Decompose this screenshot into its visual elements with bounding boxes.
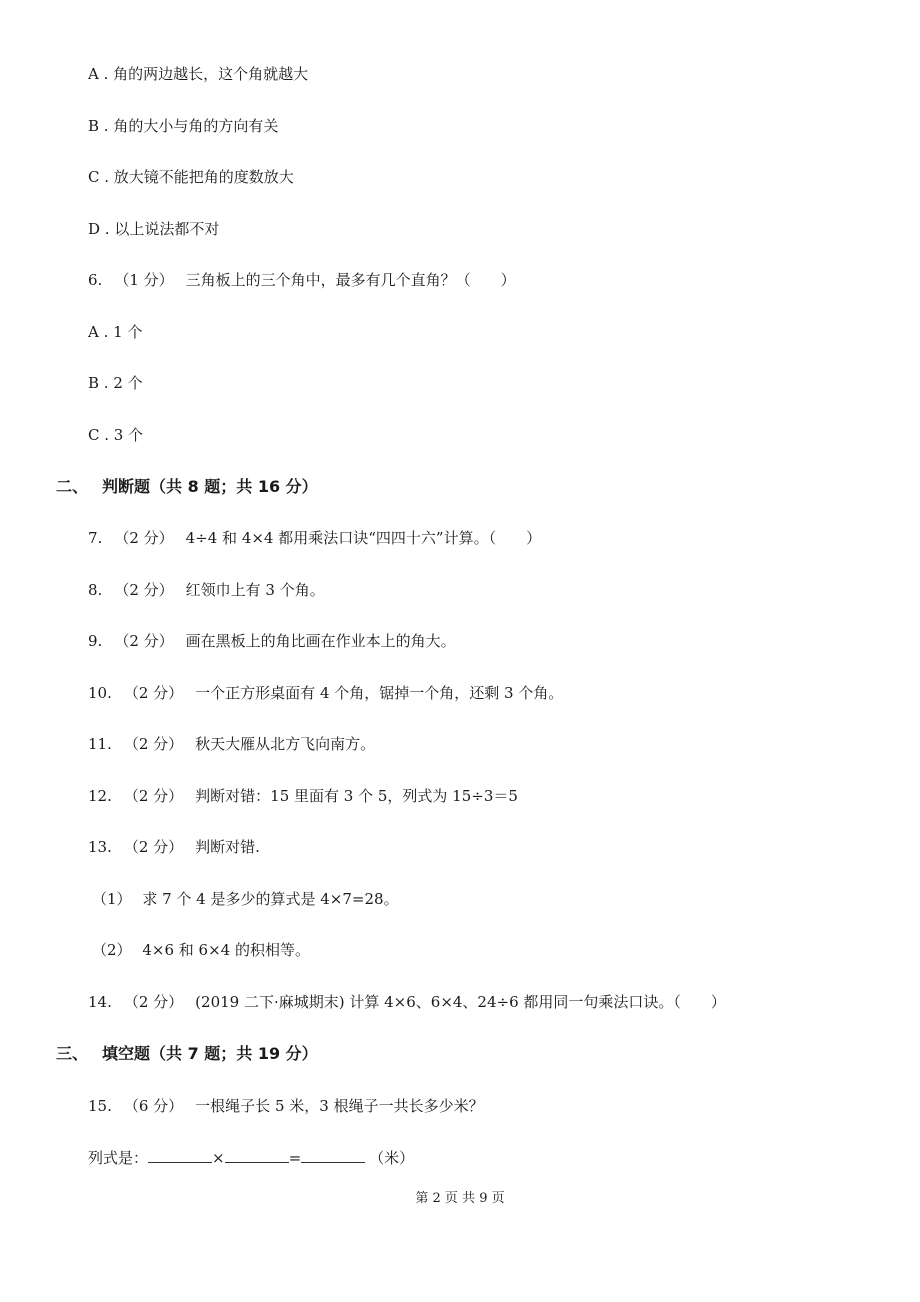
question-14: 14. （2 分） (2019 二下·麻城期末) 计算 4×6、6×4、24÷6 都用同一句乘法口诀。（ ） bbox=[88, 993, 726, 1011]
option-c: C . 放大镜不能把角的度数放大 bbox=[88, 168, 294, 186]
question-6: 6. （1 分） 三角板上的三个角中，最多有几个直角？（ ） bbox=[88, 271, 516, 289]
question-15-fill: 列式是： × = （米） bbox=[88, 1149, 415, 1167]
question-15: 15. （6 分） 一根绳子长 5 米，3 根绳子一共长多少米？ bbox=[88, 1097, 484, 1115]
option-b: B . 角的大小与角的方向有关 bbox=[88, 117, 279, 135]
option-a: A . 1 个 bbox=[88, 323, 143, 341]
option-d: D . 以上说法都不对 bbox=[88, 220, 220, 238]
option-b: B . 2 个 bbox=[88, 374, 143, 392]
section-heading-fill-blank: 三、 填空题（共 7 题；共 19 分） bbox=[56, 1044, 318, 1063]
question-11: 11. （2 分） 秋天大雁从北方飞向南方。 bbox=[88, 735, 376, 753]
option-a: A . 角的两边越长，这个角就越大 bbox=[88, 65, 309, 83]
question-9: 9. （2 分） 画在黑板上的角比画在作业本上的角大。 bbox=[88, 632, 456, 650]
question-13-sub-2: （2） 4×6 和 6×4 的积相等。 bbox=[92, 941, 310, 959]
question-7: 7. （2 分） 4÷4 和 4×4 都用乘法口诀“四四十六”计算。（ ） bbox=[88, 529, 542, 547]
section-heading-judgment: 二、 判断题（共 8 题；共 16 分） bbox=[56, 477, 318, 496]
page-footer: 第 2 页 共 9 页 bbox=[415, 1191, 505, 1206]
blank-2[interactable] bbox=[225, 1148, 289, 1163]
question-10: 10. （2 分） 一个正方形桌面有 4 个角，锯掉一个角，还剩 3 个角。 bbox=[88, 684, 564, 702]
option-c: C . 3 个 bbox=[88, 426, 144, 444]
blank-3[interactable] bbox=[301, 1148, 365, 1163]
question-13-sub-1: （1） 求 7 个 4 是多少的算式是 4×7=28。 bbox=[92, 890, 399, 908]
blank-1[interactable] bbox=[148, 1148, 212, 1163]
question-8: 8. （2 分） 红领巾上有 3 个角。 bbox=[88, 581, 325, 599]
question-12: 12. （2 分） 判断对错：15 里面有 3 个 5，列式为 15÷3＝5 bbox=[88, 787, 518, 805]
question-13: 13. （2 分） 判断对错. bbox=[88, 838, 260, 856]
